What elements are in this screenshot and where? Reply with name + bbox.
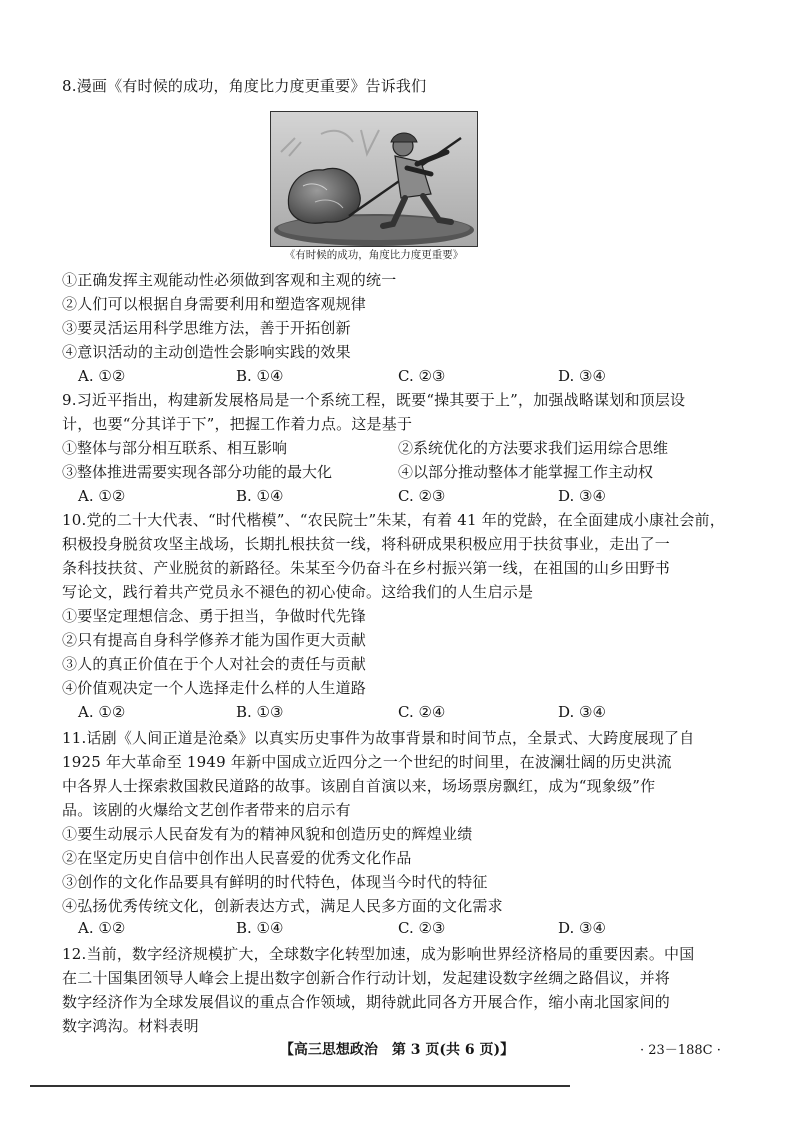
- q9-statement-4: ④以部分推动整体才能掌握工作主动权: [398, 463, 654, 481]
- q8-statement-3: ③要灵活运用科学思维方法，善于开拓创新: [62, 319, 351, 337]
- q11-statement-4: ④弘扬优秀传统文化，创新表达方式，满足人民多方面的文化需求: [62, 897, 503, 915]
- q11-option-d[interactable]: D. ③④: [558, 919, 606, 937]
- q8-option-d[interactable]: D. ③④: [558, 367, 606, 385]
- q11-stem-line-4: 品。该剧的火爆给文艺创作者带来的启示有: [62, 801, 351, 819]
- q10-stem-line-4: 写论文，践行着共产党员永不褪色的初心使命。这给我们的人生启示是: [62, 583, 534, 601]
- q9-statement-1: ①整体与部分相互联系、相互影响: [62, 439, 288, 457]
- q10-option-d[interactable]: D. ③④: [558, 703, 606, 721]
- q9-option-a[interactable]: A. ①②: [78, 487, 126, 505]
- q8-image-caption: 《有时候的成功，角度比力度更重要》: [284, 249, 464, 261]
- q8-stem: 8.漫画《有时候的成功，角度比力度更重要》告诉我们: [62, 77, 427, 95]
- q12-stem-line-3: 数字经济作为全球发展倡议的重点合作领域，期待就此同各方开展合作，缩小南北国家间的: [62, 993, 671, 1011]
- q10-statement-2: ②只有提高自身科学修养才能为国作更大贡献: [62, 631, 367, 649]
- page-footer-title: 【高三思想政治 第 3 页(共 6 页)】: [279, 1042, 515, 1058]
- q10-statement-1: ①要坚定理想信念、勇于担当，争做时代先锋: [62, 607, 367, 625]
- q9-statement-2: ②系统优化的方法要求我们运用综合思维: [398, 439, 669, 457]
- page-footer-code: · 23－188C ·: [640, 1043, 721, 1058]
- q11-stem-line-1: 11.话剧《人间正道是沧桑》以真实历史事件为故事背景和时间节点，全景式、大跨度展现了自: [62, 729, 695, 747]
- q10-options: [78, 700, 738, 724]
- q8-options: [78, 364, 738, 388]
- q11-stem-line-3: 中各界人士探索救国救民道路的故事。该剧自首演以来，场场票房飘红，成为“现象级”作: [62, 777, 656, 795]
- q8-statement-1: ①正确发挥主观能动性必须做到客观和主观的统一: [62, 271, 397, 289]
- q11-statement-2: ②在坚定历史自信中创作出人民喜爱的优秀文化作品: [62, 849, 412, 867]
- footer-divider: [30, 1085, 570, 1087]
- q8-statement-2: ②人们可以根据自身需要利用和塑造客观规律: [62, 295, 367, 313]
- q12-stem-line-4: 数字鸿沟。材料表明: [62, 1017, 199, 1035]
- q10-stem-line-3: 条科技扶贫、产业脱贫的新路径。朱某至今仍奋斗在乡村振兴第一线，在祖国的山乡田野书: [62, 559, 671, 577]
- q10-stem-line-1: 10.党的二十大代表、“时代楷模”、“农民院士”朱某，有着 41 年的党龄，在全面建成小康社会前，: [62, 511, 725, 529]
- q9-stem-line-2: 计，也要“分其详于下”，把握工作着力点。这是基于: [62, 415, 413, 433]
- q10-option-c[interactable]: C. ②④: [398, 703, 446, 721]
- q11-option-c[interactable]: C. ②③: [398, 919, 446, 937]
- q11-options: [78, 916, 738, 940]
- q8-option-a[interactable]: A. ①②: [78, 367, 126, 385]
- q10-option-a[interactable]: A. ①②: [78, 703, 126, 721]
- q9-option-d[interactable]: D. ③④: [558, 487, 606, 505]
- q12-stem-line-2: 在二十国集团领导人峰会上提出数字创新合作行动计划，发起建设数字丝绸之路倡议，并将: [62, 969, 671, 987]
- q11-option-b[interactable]: B. ①④: [236, 919, 284, 937]
- q9-option-b[interactable]: B. ①④: [236, 487, 284, 505]
- q10-option-b[interactable]: B. ①③: [236, 703, 284, 721]
- q12-stem-line-1: 12.当前，数字经济规模扩大，全球数字化转型加速，成为影响世界经济格局的重要因素。中国: [62, 945, 695, 963]
- q9-stem-line-1: 9.习近平指出，构建新发展格局是一个系统工程，既要“操其要于上”，加强战略谋划和顶层设: [62, 391, 686, 409]
- q11-statement-1: ①要生动展示人民奋发有为的精神风貌和创造历史的辉煌业绩: [62, 825, 473, 843]
- q10-stem-line-2: 积极投身脱贫攻坚主战场，长期扎根扶贫一线，将科研成果积极应用于扶贫事业，走出了一: [62, 535, 671, 553]
- q8-option-c[interactable]: C. ②③: [398, 367, 446, 385]
- cartoon-illustration: [271, 112, 477, 246]
- q11-statement-3: ③创作的文化作品要具有鲜明的时代特色，体现当今时代的特征: [62, 873, 488, 891]
- q8-option-b[interactable]: B. ①④: [236, 367, 284, 385]
- q9-option-c[interactable]: C. ②③: [398, 487, 446, 505]
- q8-cartoon-image: [270, 111, 478, 247]
- q11-stem-line-2: 1925 年大革命至 1949 年新中国成立近四分之一个世纪的时间里，在波澜壮阔的历史洪流: [62, 753, 672, 771]
- q11-option-a[interactable]: A. ①②: [78, 919, 126, 937]
- q9-statement-3: ③整体推进需要实现各部分功能的最大化: [62, 463, 333, 481]
- q10-statement-4: ④价值观决定一个人选择走什么样的人生道路: [62, 679, 367, 697]
- q9-options: [78, 484, 738, 508]
- q10-statement-3: ③人的真正价值在于个人对社会的责任与贡献: [62, 655, 367, 673]
- q8-statement-4: ④意识活动的主动创造性会影响实践的效果: [62, 343, 351, 361]
